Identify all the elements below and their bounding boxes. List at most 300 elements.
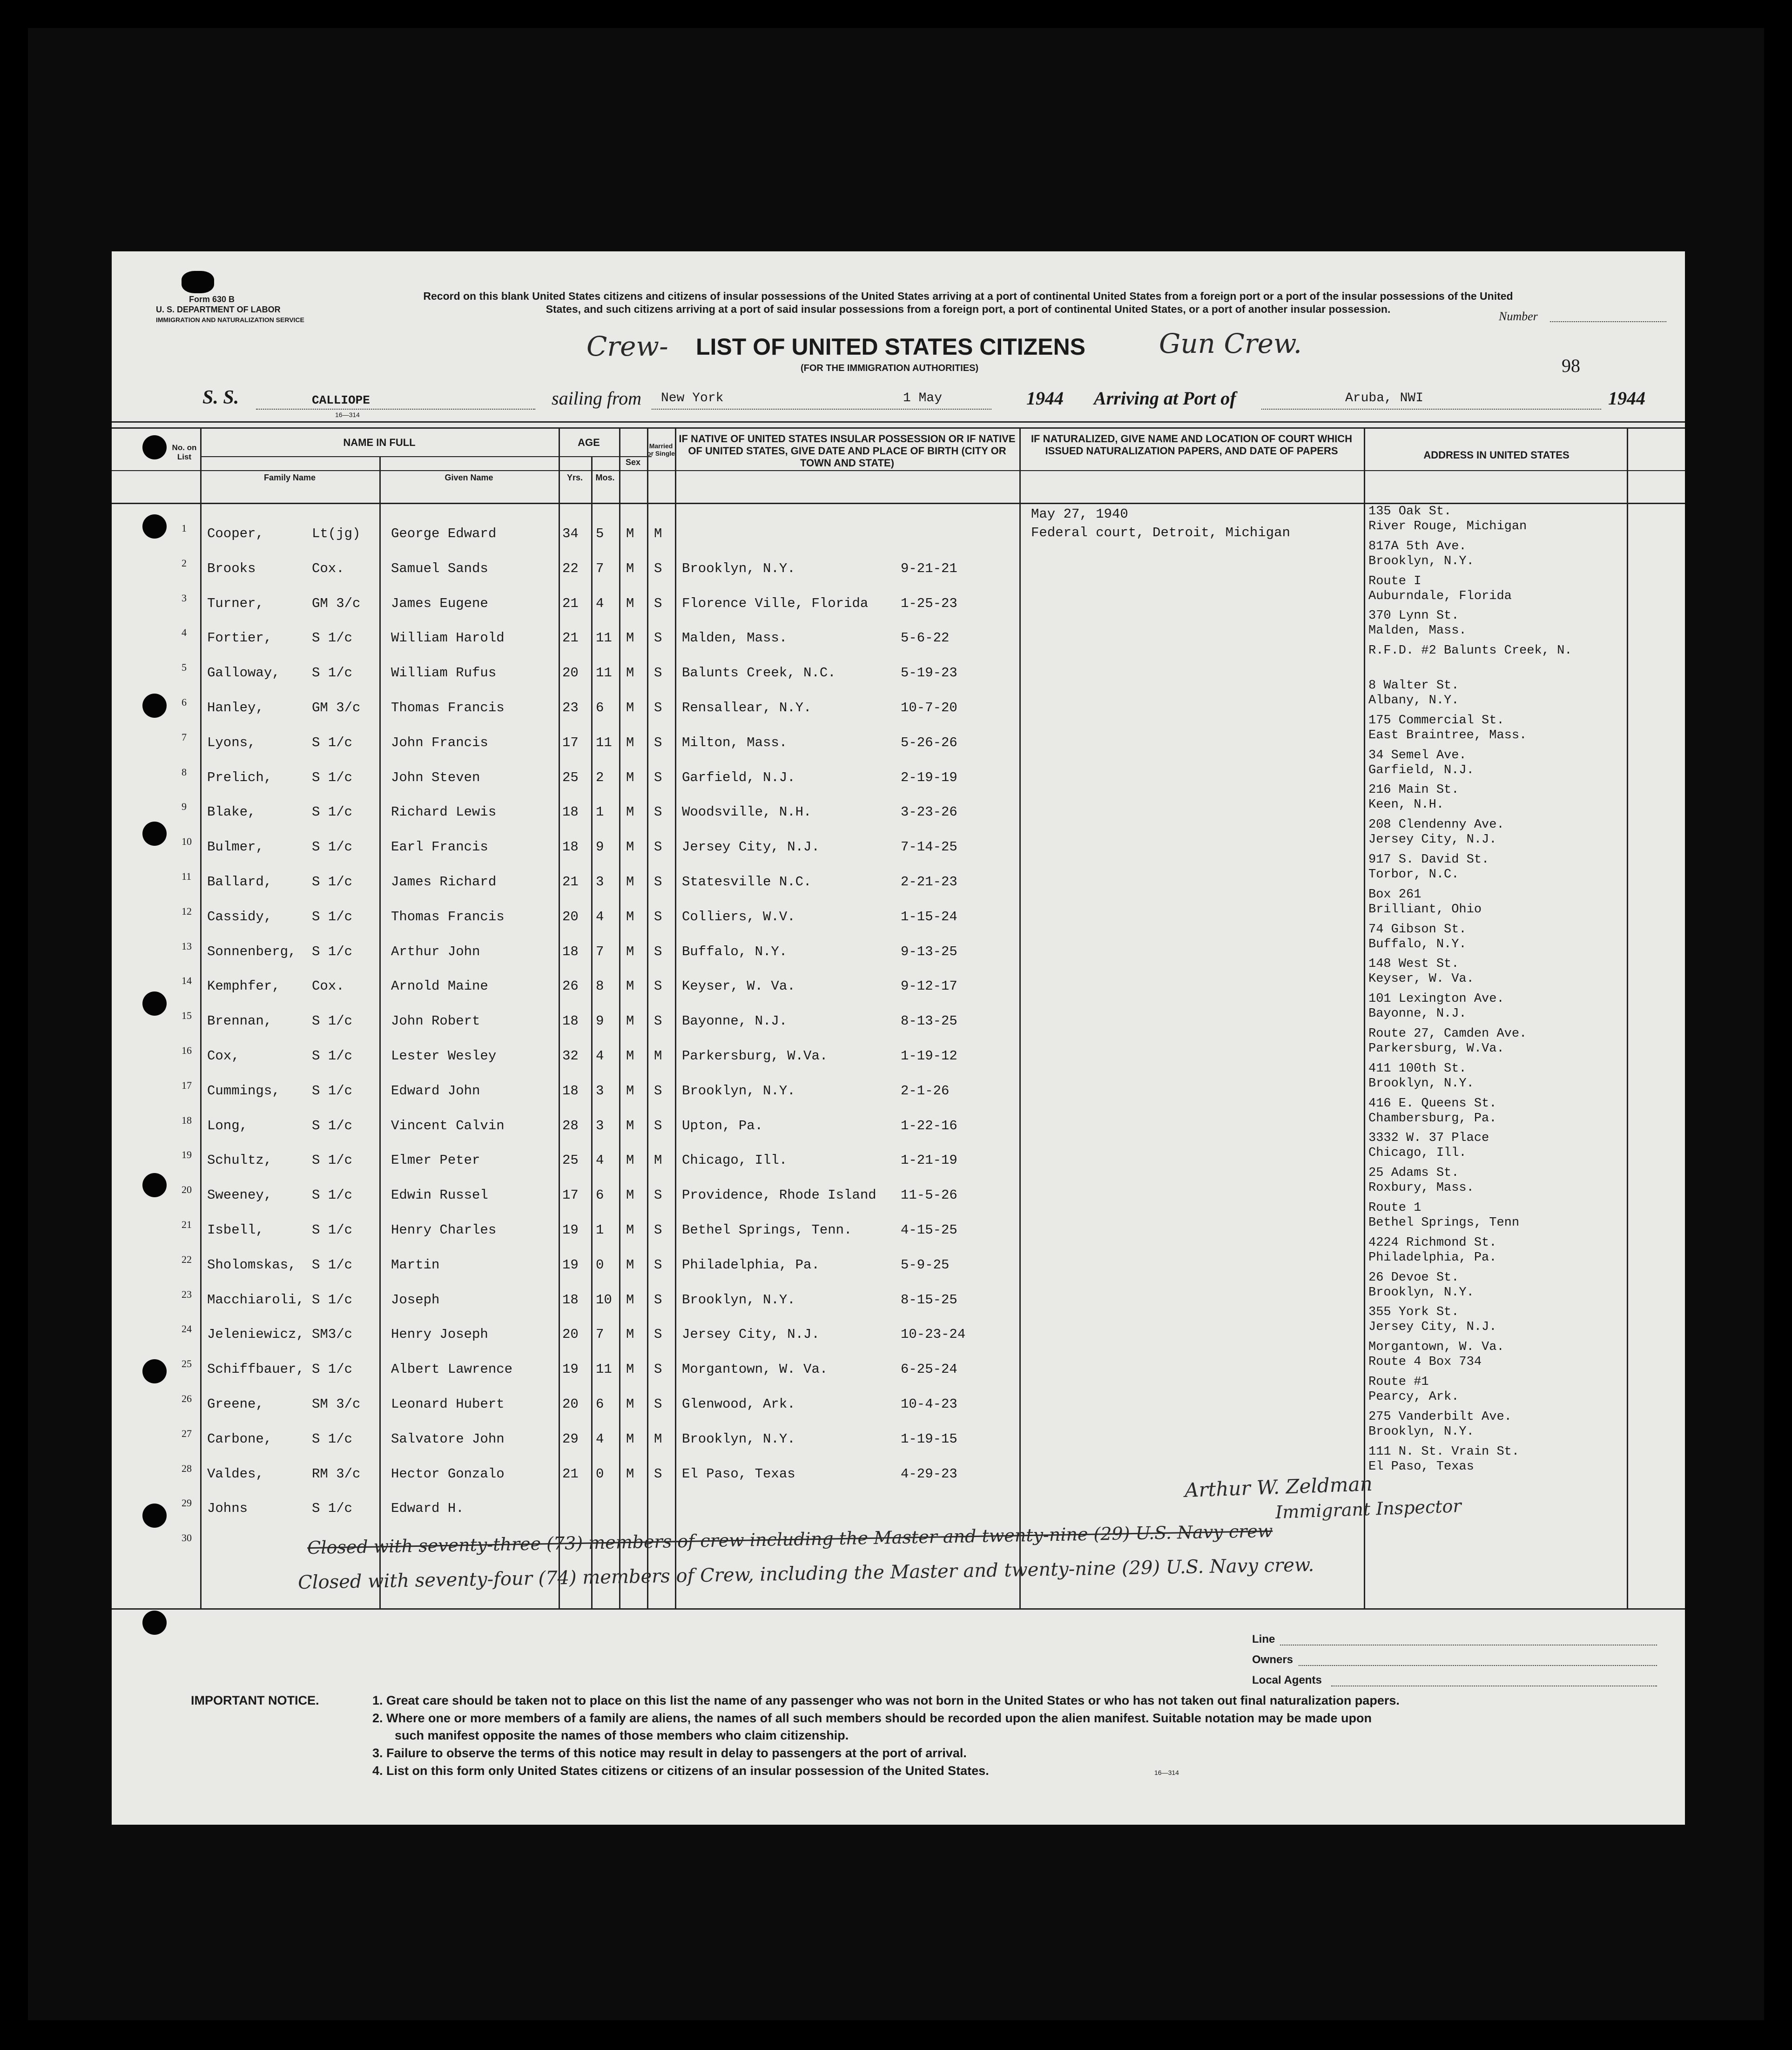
address-line-2: Malden, Mass. [1368,624,1467,638]
row-number: 26 [182,1393,192,1404]
birth-place: Brooklyn, N.Y. [682,561,795,576]
age-months: 9 [596,839,604,855]
address-line-2: Garfield, N.J. [1368,763,1474,777]
address-line-1: 111 N. St. Vrain St. [1368,1445,1520,1459]
row-number: 11 [182,870,192,882]
rank: S 1/c [312,1501,353,1516]
given-name: Hector Gonzalo [391,1466,505,1482]
row-number: 13 [182,940,192,952]
family-name: Bulmer, [207,839,264,855]
family-name: Kemphfer, [207,978,280,994]
age-months: 8 [596,978,604,994]
age-years: 25 [562,770,579,785]
age-years: 19 [562,1362,579,1377]
row-number: 9 [182,801,187,812]
address-line-1: 25 Adams St. [1368,1166,1459,1180]
family-name: Cooper, [207,526,264,541]
address-line-2: Chicago, Ill. [1368,1146,1467,1160]
marital-status: S [654,596,662,611]
birth-place: Upton, Pa. [682,1118,763,1133]
family-name: Carbone, [207,1431,272,1447]
address-line-2: Jersey City, N.J. [1368,1320,1497,1334]
age-months: 4 [596,1153,604,1168]
arriving-year: 1944 [1608,388,1645,409]
birth-place: Jersey City, N.J. [682,1327,820,1342]
given-name: John Steven [391,770,480,785]
closing-note-struck: Closed with seventy-three (73) members of crew including the Master and twenty-nine (29) U.S. Navy crew [307,1520,1273,1558]
age-years: 18 [562,839,579,855]
marital-status: S [654,630,662,646]
row-number: 24 [182,1323,192,1335]
given-name: Edwin Russel [391,1187,488,1203]
family-name: Macchiaroli, [207,1292,304,1308]
row-number: 27 [182,1428,192,1439]
rank: S 1/c [312,1083,353,1099]
row-number: 18 [182,1114,192,1126]
marital-status: S [654,1362,662,1377]
age-years: 20 [562,1396,579,1412]
birth-place: Bayonne, N.J. [682,1013,788,1029]
col-naturalized: IF NATURALIZED, GIVE NAME AND LOCATION OF COURT WHICH ISSUED NATURALIZATION PAPERS, AND DATE OF PAPERS [1031,433,1353,457]
address-line-2: Torbor, N.C. [1368,868,1459,882]
row-number: 5 [182,661,187,673]
age-months: 1 [596,1222,604,1238]
col-name-in-full: NAME IN FULL [343,437,416,448]
age-years: 20 [562,665,579,681]
sailing-date: 1 May [903,391,943,405]
address-line-1: 74 Gibson St. [1368,923,1467,937]
marital-status: S [654,874,662,890]
family-name: Jeleniewicz, [207,1327,304,1342]
rank: S 1/c [312,1153,353,1168]
age-months: 4 [596,1431,604,1447]
family-name: Cummings, [207,1083,280,1099]
marital-status: S [654,944,662,959]
page-number: 98 [1562,355,1580,376]
address-line-1: 416 E. Queens St. [1368,1097,1497,1111]
col-birth: IF NATIVE OF UNITED STATES INSULAR POSSESSION OR IF NATIVE OF UNITED STATES, GIVE DATE AND PLACE OF BIRTH (CITY OR TOWN AND STATE) [679,433,1016,469]
rank: S 1/c [312,1362,353,1377]
birth-date: 10-7-20 [901,700,957,715]
given-name: Joseph [391,1292,440,1308]
birth-place: El Paso, Texas [682,1466,795,1482]
family-name: Sholomskas, [207,1257,296,1273]
age-years: 32 [562,1048,579,1064]
address-line-1: 370 Lynn St. [1368,609,1459,623]
sex: M [626,944,634,959]
birth-place: Bethel Springs, Tenn. [682,1222,852,1238]
given-name: George Edward [391,526,497,541]
family-name: Lyons, [207,735,256,750]
birth-date: 9-21-21 [901,561,957,576]
family-name: Isbell, [207,1222,264,1238]
address-line-1: 917 S. David St. [1368,853,1489,867]
address-line-2: Brooklyn, N.Y. [1368,1425,1474,1439]
sailing-year: 1944 [1026,388,1064,409]
marital-status: S [654,909,662,924]
given-name: John Francis [391,735,488,750]
address-line-2: East Braintree, Mass. [1368,728,1527,742]
given-name: Edward John [391,1083,480,1099]
row-number: 7 [182,731,187,743]
given-name: Thomas Francis [391,700,505,715]
address-line-2: Route 4 Box 734 [1368,1355,1482,1369]
marital-status: S [654,1466,662,1482]
row-number: 29 [182,1497,192,1509]
address-line-1: 275 Vanderbilt Ave. [1368,1410,1512,1424]
sex: M [626,1013,634,1029]
marital-status: S [654,735,662,750]
address-line-1: 148 West St. [1368,957,1459,971]
rank: RM 3/c [312,1466,361,1482]
birth-date: 5-19-23 [901,665,957,681]
age-months: 9 [596,1013,604,1029]
address-line-1: 101 Lexington Ave. [1368,992,1504,1006]
birth-place: Garfield, N.J. [682,770,795,785]
family-name: Turner, [207,596,264,611]
rank: S 1/c [312,1118,353,1133]
birth-date: 2-1-26 [901,1083,950,1099]
age-months: 7 [596,561,604,576]
col-given-name: Given Name [445,473,493,482]
address-line-2: Brilliant, Ohio [1368,903,1482,917]
age-months: 4 [596,1048,604,1064]
row-number: 10 [182,836,192,847]
sex: M [626,1431,634,1447]
family-name: Sonnenberg, [207,944,296,959]
birth-date: 4-29-23 [901,1466,957,1482]
age-years: 26 [562,978,579,994]
rank: S 1/c [312,804,353,820]
address-line-1: Morgantown, W. Va. [1368,1340,1504,1354]
birth-date: 3-23-26 [901,804,957,820]
age-months: 7 [596,944,604,959]
inspector-title: Immigrant Inspector [1275,1496,1462,1523]
marital-status: S [654,665,662,681]
row-number: 30 [182,1532,192,1544]
birth-date: 2-21-23 [901,874,957,890]
col-address: ADDRESS IN UNITED STATES [1423,449,1570,461]
birth-place: Jersey City, N.J. [682,839,820,855]
given-name: Edward H. [391,1501,464,1516]
address-line-1: 208 Clendenny Ave. [1368,818,1504,832]
birth-date: 11-5-26 [901,1187,957,1203]
form-subtitle: (FOR THE IMMIGRATION AUTHORITIES) [801,363,979,373]
row-number: 28 [182,1463,192,1474]
family-name: Hanley, [207,700,264,715]
vessel-prefix: S. S. [202,387,239,408]
birth-place: Parkersburg, W.Va. [682,1048,828,1064]
agents-label: Local Agents [1252,1674,1322,1686]
age-years: 19 [562,1222,579,1238]
owners-field[interactable] [1299,1665,1657,1666]
birth-date: 1-22-16 [901,1118,957,1133]
marital-status: S [654,1083,662,1099]
age-years: 21 [562,874,579,890]
birth-place: Providence, Rhode Island [682,1187,876,1203]
sex: M [626,1257,634,1273]
given-name: Lester Wesley [391,1048,497,1064]
birth-date: 1-25-23 [901,596,957,611]
address-line-1: 355 York St. [1368,1305,1459,1319]
age-years: 18 [562,1292,579,1308]
sailing-from-label: sailing from [552,388,641,409]
marital-status: S [654,1257,662,1273]
age-months: 5 [596,526,604,541]
birth-place: Florence Ville, Florida [682,596,869,611]
sex: M [626,630,634,646]
birth-date: 8-13-25 [901,1013,957,1029]
rank: S 1/c [312,665,353,681]
sex: M [626,1466,634,1482]
birth-date: 2-19-19 [901,770,957,785]
sex: M [626,735,634,750]
given-name: Vincent Calvin [391,1118,505,1133]
sex: M [626,561,634,576]
given-name: Richard Lewis [391,804,497,820]
row-number: 3 [182,592,187,604]
given-name: James Richard [391,874,497,890]
rank: S 1/c [312,735,353,750]
row-number: 19 [182,1149,192,1160]
sex: M [626,596,634,611]
given-name: Henry Charles [391,1222,497,1238]
address-line-2: Buffalo, N.Y. [1368,937,1467,951]
marital-status: S [654,1327,662,1342]
age-years: 34 [562,526,579,541]
age-months: 3 [596,1083,604,1099]
age-years: 20 [562,1327,579,1342]
address-line-1: Route 1 [1368,1201,1421,1215]
row-number: 4 [182,627,187,638]
notice-3: 3. Failure to observe the terms of this notice may result in delay to passengers at the port of arrival. [372,1746,967,1760]
rank: S 1/c [312,839,353,855]
address-line-1: 34 Semel Ave. [1368,749,1467,762]
sex: M [626,700,634,715]
birth-place: Chicago, Ill. [682,1153,788,1168]
sex: M [626,770,634,785]
birth-place: Balunts Creek, N.C. [682,665,836,681]
row-number: 23 [182,1288,192,1300]
address-line-1: 4224 Richmond St. [1368,1236,1497,1250]
birth-date: 1-19-12 [901,1048,957,1064]
address-line-1: 3332 W. 37 Place [1368,1131,1489,1145]
address-line-2: Roxbury, Mass. [1368,1181,1474,1195]
age-years: 21 [562,596,579,611]
birth-date: 4-15-25 [901,1222,957,1238]
notice-2-cont: such manifest opposite the names of those members who claim citizenship. [395,1728,849,1742]
birth-date: 7-14-25 [901,839,957,855]
address-line-2: Pearcy, Ark. [1368,1390,1459,1404]
family-name: Schiffbauer, [207,1362,304,1377]
age-months: 10 [596,1292,612,1308]
age-months: 11 [596,665,612,681]
age-months: 3 [596,1118,604,1133]
inspector-signature: Arthur W. Zeldman [1184,1472,1373,1502]
birth-place: Woodsville, N.H. [682,804,812,820]
row-number: 21 [182,1219,192,1230]
marital-status: S [654,1396,662,1412]
sex: M [626,665,634,681]
family-name: Galloway, [207,665,280,681]
row-number: 6 [182,696,187,708]
rank: Cox. [312,561,344,576]
age-years: 21 [562,1466,579,1482]
sex: M [626,1118,634,1133]
vessel-small-code: 16—314 [335,411,360,418]
col-yrs: Yrs. [566,473,583,482]
row-number: 1 [182,522,187,534]
age-years: 21 [562,630,579,646]
family-name: Brooks [207,561,256,576]
family-name: Long, [207,1118,248,1133]
age-months: 0 [596,1466,604,1482]
footer-code: 16—314 [1154,1769,1179,1776]
address-line-2: Philadelphia, Pa. [1368,1251,1497,1265]
given-name: Arnold Maine [391,978,488,994]
birth-date: 5-6-22 [901,630,950,646]
birth-date: 1-21-19 [901,1153,957,1168]
birth-place: Buffalo, N.Y. [682,944,788,959]
address-line-1: Route #1 [1368,1375,1429,1389]
notice-1: 1. Great care should be taken not to place on this list the name of any passenger who was not born in the United States or who has not taken out final naturalization papers. [372,1693,1400,1707]
family-name: Prelich, [207,770,272,785]
sex: M [626,1396,634,1412]
age-years: 17 [562,1187,579,1203]
birth-date: 1-15-24 [901,909,957,924]
row-number: 17 [182,1079,192,1091]
address-line-2: El Paso, Texas [1368,1460,1474,1474]
address-line-2: Parkersburg, W.Va. [1368,1042,1504,1056]
form-title: LIST OF UNITED STATES CITIZENS [696,334,1086,360]
address-line-2: Brooklyn, N.Y. [1368,1286,1474,1300]
family-name: Ballard, [207,874,272,890]
marital-status: S [654,1118,662,1133]
marital-status: M [654,1431,662,1447]
address-line-2: Auburndale, Florida [1368,589,1512,603]
marital-status: S [654,561,662,576]
birth-place: Milton, Mass. [682,735,788,750]
age-months: 2 [596,770,604,785]
owners-label: Owners [1252,1653,1293,1666]
notice-title: IMPORTANT NOTICE. [191,1693,319,1707]
given-name: Leonard Hubert [391,1396,505,1412]
row-number: 14 [182,975,192,986]
col-family-name: Family Name [263,473,316,482]
notice-2: 2. Where one or more members of a family are aliens, the names of all such members should be recorded upon the alien manifest. Suitable notation may be made upon [372,1711,1372,1725]
col-married: Married or Single [647,442,675,457]
age-months: 11 [596,1362,612,1377]
age-years: 18 [562,1013,579,1029]
address-line-2: Brooklyn, N.Y. [1368,554,1474,568]
age-months: 4 [596,909,604,924]
birth-place: Keyser, W. Va. [682,978,795,994]
address-line-2: River Rouge, Michigan [1368,519,1527,533]
address-line-2: Keyser, W. Va. [1368,972,1474,986]
rank: GM 3/c [312,700,361,715]
naturalization-date: May 27, 1940 [1031,506,1128,522]
birth-place: Rensallear, N.Y. [682,700,812,715]
age-months: 11 [596,735,612,750]
service: IMMIGRATION AND NATURALIZATION SERVICE [156,316,304,324]
birth-place: Glenwood, Ark. [682,1396,795,1412]
address-line-1: 411 100th St. [1368,1062,1467,1076]
col-mos: Mos. [595,473,615,482]
sex: M [626,1048,634,1064]
age-years: 17 [562,735,579,750]
age-years: 28 [562,1118,579,1133]
address-line-2: Chambersburg, Pa. [1368,1112,1497,1126]
family-name: Fortier, [207,630,272,646]
rank: S 1/c [312,944,353,959]
address-line-1: R.F.D. #2 Balunts Creek, N. [1368,644,1572,658]
marital-status: M [654,1153,662,1168]
sex: M [626,839,634,855]
birth-place: Morgantown, W. Va. [682,1362,828,1377]
family-name: Johns [207,1501,248,1516]
birth-date: 9-12-17 [901,978,957,994]
birth-date: 10-23-24 [901,1327,966,1342]
address-line-2: Bayonne, N.J. [1368,1007,1467,1021]
address-line-1: Route 27, Camden Ave. [1368,1027,1527,1041]
birth-date: 5-26-26 [901,735,957,750]
naturalization-court: Federal court, Detroit, Michigan [1031,525,1290,540]
marital-status: S [654,1013,662,1029]
given-name: Albert Lawrence [391,1362,513,1377]
rank: S 1/c [312,1013,353,1029]
rank: S 1/c [312,1431,353,1447]
given-name: Earl Francis [391,839,488,855]
rank: S 1/c [312,1222,353,1238]
birth-place: Philadelphia, Pa. [682,1257,820,1273]
row-number: 12 [182,905,192,917]
family-name: Brennan, [207,1013,272,1029]
department: U. S. DEPARTMENT OF LABOR [156,305,281,314]
age-years: 18 [562,1083,579,1099]
address-line-1: 8 Walter St. [1368,679,1459,693]
number-label: Number [1499,310,1538,323]
rank: S 1/c [312,1048,353,1064]
marital-status: S [654,1187,662,1203]
family-name: Cox, [207,1048,240,1064]
sex: M [626,1222,634,1238]
rank: S 1/c [312,1187,353,1203]
rank: S 1/c [312,630,353,646]
sex: M [626,1362,634,1377]
sailing-from: New York [661,391,724,405]
age-months: 4 [596,596,604,611]
row-number: 16 [182,1045,192,1056]
birth-place: Brooklyn, N.Y. [682,1083,795,1099]
rank: Cox. [312,978,344,994]
rank: GM 3/c [312,596,361,611]
family-name: Schultz, [207,1153,272,1168]
birth-place: Colliers, W.V. [682,909,795,924]
col-age: AGE [578,437,600,448]
age-years: 18 [562,944,579,959]
sex: M [626,1187,634,1203]
row-number: 2 [182,557,187,569]
age-years: 19 [562,1257,579,1273]
age-years: 23 [562,700,579,715]
age-months: 6 [596,700,604,715]
rank: S 1/c [312,909,353,924]
address-line-2: Jersey City, N.J. [1368,833,1497,847]
marital-status: S [654,770,662,785]
age-years: 22 [562,561,579,576]
address-line-1: 817A 5th Ave. [1368,539,1467,553]
age-months: 7 [596,1327,604,1342]
